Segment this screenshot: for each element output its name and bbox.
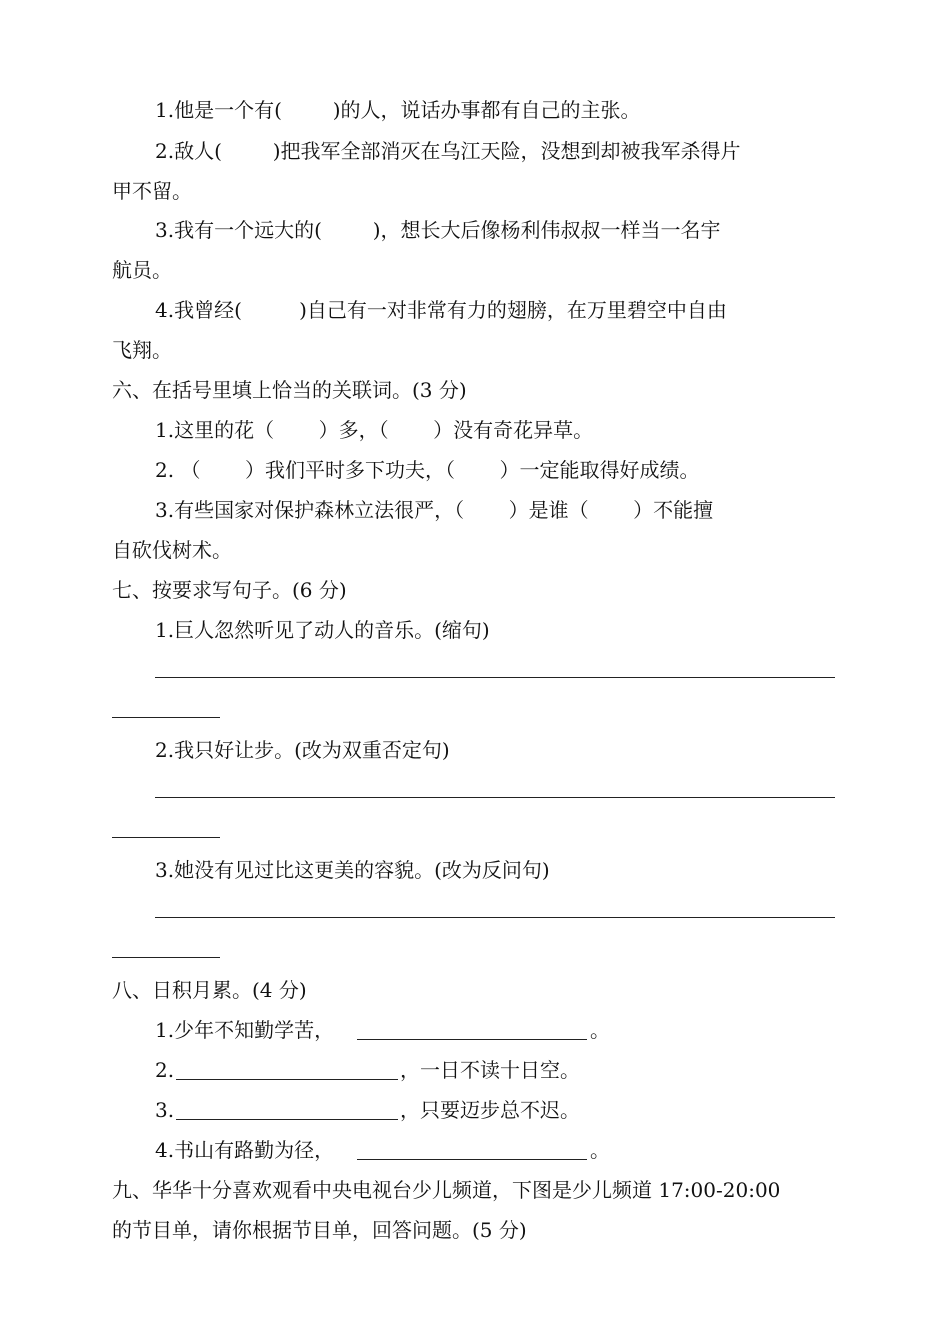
s5-q1: 1.他是一个有( )的人，说话办事都有自己的主张。 <box>155 98 641 122</box>
s7-q3-answer-line[interactable] <box>155 917 835 918</box>
s6-q3-line1: 3.有些国家对保护森林立法很严，（ ）是谁（ ）不能擅 <box>155 498 714 522</box>
s5-q2-line2: 甲不留。 <box>112 179 192 203</box>
s7-q1: 1.巨人忽然听见了动人的音乐。(缩句) <box>155 618 490 642</box>
s7-q2-answer-line-cont[interactable] <box>112 837 220 838</box>
section6-title: 六、在括号里填上恰当的关联词。(3 分) <box>112 378 467 402</box>
s7-q1-answer-line[interactable] <box>155 677 835 678</box>
section9-title-line1: 九、华华十分喜欢观看中央电视台少儿频道，下图是少儿频道 17:00-20:00 <box>112 1178 781 1202</box>
section9-title-line2: 的节目单，请你根据节目单，回答问题。(5 分) <box>112 1218 527 1242</box>
s8-q2-suffix: ，一日不读十日空。 <box>400 1058 580 1082</box>
s8-q4-blank[interactable] <box>357 1159 587 1160</box>
s6-q1: 1.这里的花（ ）多，（ ）没有奇花异草。 <box>155 418 594 442</box>
s5-q4-line2: 飞翔。 <box>112 338 172 362</box>
s5-q4-line1: 4.我曾经( )自己有一对非常有力的翅膀，在万里碧空中自由 <box>155 298 727 322</box>
s8-q3-blank[interactable] <box>176 1119 398 1120</box>
section7-title: 七、按要求写句子。(6 分) <box>112 578 347 602</box>
s8-q4-suffix: 。 <box>590 1138 610 1162</box>
s8-q3-suffix: ，只要迈步总不迟。 <box>400 1098 580 1122</box>
s8-q1-blank[interactable] <box>357 1039 587 1040</box>
s5-q3-line1: 3.我有一个远大的( )，想长大后像杨利伟叔叔一样当一名宇 <box>155 218 721 242</box>
s7-q2-answer-line[interactable] <box>155 797 835 798</box>
s8-q1-suffix: 。 <box>590 1018 610 1042</box>
section8-title: 八、日积月累。(4 分) <box>112 978 307 1002</box>
s8-q2-blank[interactable] <box>176 1079 398 1080</box>
s6-q2: 2. （ ）我们平时多下功夫，（ ）一定能取得好成绩。 <box>155 458 700 482</box>
s7-q3: 3.她没有见过比这更美的容貌。(改为反问句) <box>155 858 550 882</box>
s7-q3-answer-line-cont[interactable] <box>112 957 220 958</box>
s8-q2-prefix: 2. <box>155 1058 175 1082</box>
s8-q3-prefix: 3. <box>155 1098 175 1122</box>
s5-q2-line1: 2.敌人( )把我军全部消灭在乌江天险，没想到却被我军杀得片 <box>155 139 741 163</box>
s8-q4-prefix: 4.书山有路勤为径， <box>155 1138 335 1162</box>
s6-q3-line2: 自砍伐树术。 <box>112 538 232 562</box>
s7-q1-answer-line-cont[interactable] <box>112 717 220 718</box>
s8-q1-prefix: 1.少年不知勤学苦， <box>155 1018 335 1042</box>
s7-q2: 2.我只好让步。(改为双重否定句) <box>155 738 450 762</box>
s5-q3-line2: 航员。 <box>112 258 172 282</box>
